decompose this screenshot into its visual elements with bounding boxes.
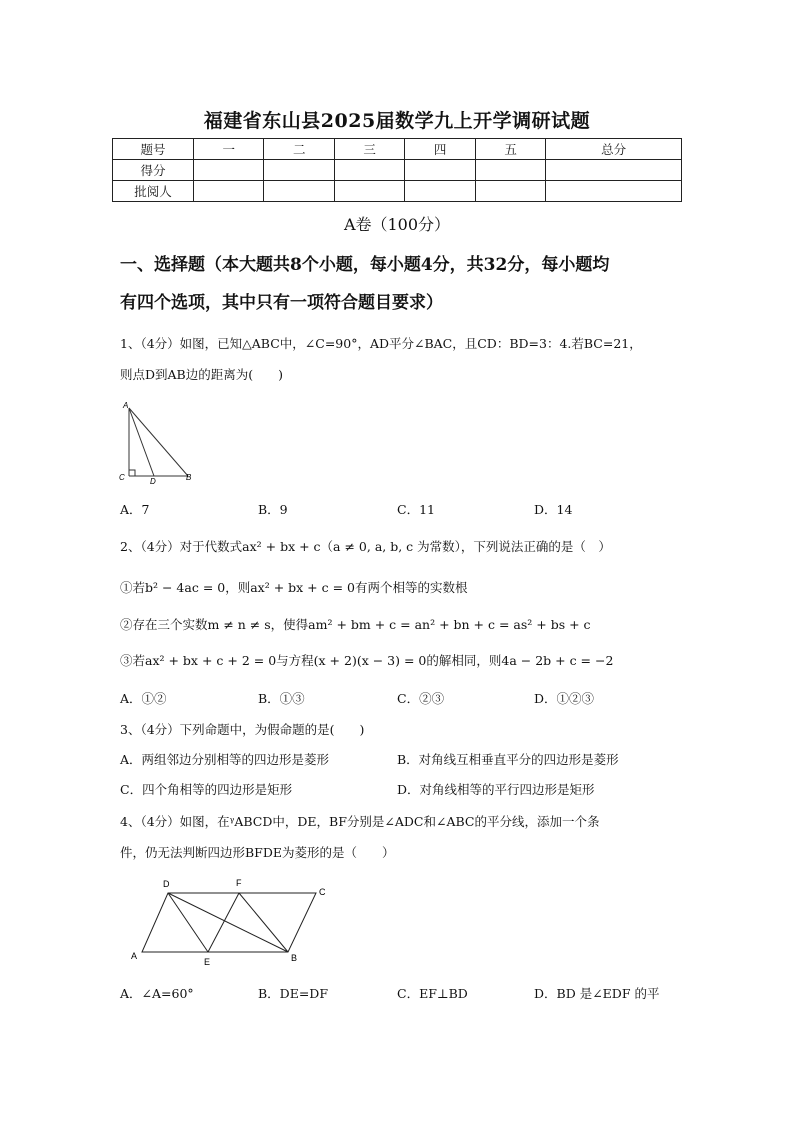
score-cell-empty [405,160,475,181]
side-ab [129,408,188,476]
q4-options [120,984,680,1004]
score-table-cell: 题号 [113,139,194,160]
label-a: A [131,951,138,961]
segment-bf [239,893,288,952]
q4-option-a[interactable]: A．∠A=60° [120,986,194,1001]
label-c: C [119,473,125,482]
right-angle-mark [129,470,135,476]
score-cell-empty [546,181,682,202]
section-subtitle: A卷（100分） [343,215,451,234]
q3-option-b[interactable]: B．对角线互相垂直平分的四边形是菱形 [397,752,619,767]
q3-option-a[interactable]: A．两组邻边分别相等的四边形是菱形 [120,752,330,767]
q4-option-d[interactable]: D．BD 是∠EDF 的平 [534,986,660,1001]
score-table-cell: 三 [334,139,404,160]
label-d: D [163,879,170,889]
q2-option-d[interactable]: D．①②③ [534,691,595,706]
label-b: B [186,473,192,482]
q4-stem-line1: 4、（4分）如图，在ᵞABCD中，DE，BF分别是∠ADC和∠ABC的平分线，添加一个条 [120,814,600,829]
q1-option-b[interactable]: B．9 [258,502,288,517]
section-title-line1: 一、选择题（本大题共8个小题，每小题4分，共32分，每小题均 [120,255,610,275]
label-c: C [319,887,326,897]
q1-stem-line2: 则点D到AB边的距离为( ) [120,367,283,382]
score-cell-empty [475,181,545,202]
q1-option-a[interactable]: A．7 [120,502,150,517]
q3-stem: 3、（4分）下列命题中，为假命题的是( ) [120,722,365,737]
q1-triangle-figure [116,398,198,488]
score-cell-empty [405,181,475,202]
q1-stem-line1: 1、（4分）如图，已知△ABC中，∠C=90°，AD平分∠BAC，且CD：BD=3：4.若BC=21， [120,336,642,351]
score-cell-empty [194,181,264,202]
q3-options-row2 [120,780,680,800]
score-table-row [113,160,682,181]
score-cell-empty [334,181,404,202]
section-title-line2: 有四个选项，其中只有一项符合题目要求） [120,293,443,313]
q2-option-b[interactable]: B．①③ [258,691,305,706]
q3-option-d[interactable]: D．对角线相等的平行四边形是矩形 [397,782,595,797]
q4-stem-line2: 件，仍无法判断四边形BFDE为菱形的是（ ） [120,845,395,860]
segment-ef [208,893,239,952]
label-e: E [204,957,211,967]
score-table [112,138,682,202]
score-cell-empty [194,160,264,181]
q4-option-b[interactable]: B．DE=DF [258,986,329,1001]
score-table-row-label: 得分 [113,160,194,181]
score-cell-empty [264,181,334,202]
diagonal-bd [168,893,288,952]
score-table-row-label: 批阅人 [113,181,194,202]
q2-option-c[interactable]: C．②③ [397,691,445,706]
segment-ad [129,408,154,476]
score-table-cell: 五 [475,139,545,160]
q1-options [120,500,680,520]
score-table-header-row [113,139,682,160]
label-d: D [150,477,156,486]
segment-de [168,893,208,952]
q4-option-c[interactable]: C．EF⊥BD [397,986,468,1001]
q1-option-d[interactable]: D．14 [534,502,573,517]
q2-stem: 2、（4分）对于代数式ax² + bx + c（a ≠ 0, a, b, c 为常数），下列说法正确的是（ ） [120,539,611,554]
q3-options-row1 [120,750,680,770]
score-cell-empty [334,160,404,181]
label-b: B [291,953,298,963]
score-table-cell: 一 [194,139,264,160]
score-table-row [113,181,682,202]
q4-parallelogram-figure [125,873,335,973]
score-table-cell: 总分 [546,139,682,160]
q2-statement-3: ③若ax² + bx + c + 2 = 0与方程(x + 2)(x − 3) = 0的解相同，则4a − 2b + c = −2 [120,653,614,668]
q2-options [120,689,680,709]
score-cell-empty [546,160,682,181]
q2-statement-2: ②存在三个实数m ≠ n ≠ s，使得am² + bm + c = an² + bn + c = as² + bs + c [120,617,591,632]
q2-option-a[interactable]: A．①② [120,691,167,706]
score-cell-empty [475,160,545,181]
q3-option-c[interactable]: C．四个角相等的四边形是矩形 [120,782,293,797]
score-cell-empty [264,160,334,181]
page-title: 福建省东山县2025届数学九上开学调研试题 [203,110,591,132]
score-table-cell: 四 [405,139,475,160]
q2-statement-1: ①若b² − 4ac = 0，则ax² + bx + c = 0有两个相等的实数根 [120,580,468,595]
label-f: F [236,878,242,888]
q1-option-c[interactable]: C．11 [397,502,435,517]
score-table-cell: 二 [264,139,334,160]
label-a: A [123,401,129,410]
